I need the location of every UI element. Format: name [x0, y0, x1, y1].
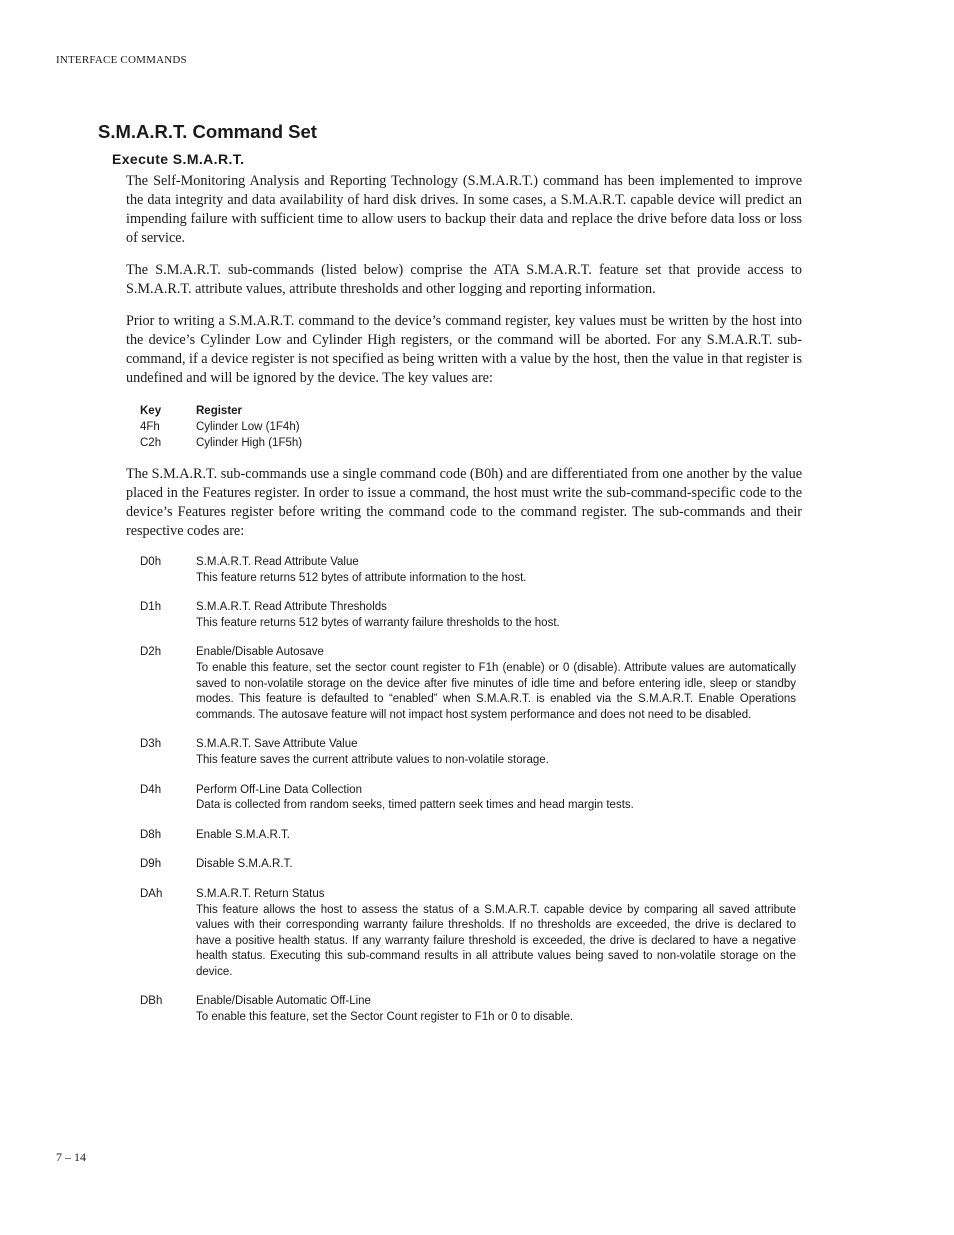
paragraph-feature-codes: The S.M.A.R.T. sub-commands use a single command code (B0h) and are differentiated from one another by the value placed in the Features register. In order to issue a command, the host must write the sub-command-specific code to the device’s Features register before writing the command code to the command register. The sub-commands and their respective codes are: [126, 466, 802, 539]
subcommand-code: D2h [140, 646, 162, 659]
list-item [140, 857, 802, 873]
list-item [140, 737, 802, 768]
subcommand-name: S.M.A.R.T. Read Attribute Thresholds [196, 601, 387, 614]
subcommand-code: D9h [140, 858, 162, 871]
subcommand-name: Enable S.M.A.R.T. [196, 828, 290, 841]
table-header-row [140, 403, 802, 419]
column-header-key: Key [140, 405, 162, 417]
subcommand-description: This feature returns 512 bytes of warranty failure thresholds to the host. [196, 616, 560, 629]
subcommand-description: To enable this feature, set the sector count register to F1h (enable) or 0 (disable). Attribute values are automatically saved to non-volatile storage on the device after five minutes of idle time and before entering idle, sleep or standby modes. This feature is defaulted to “enabled” when S.M.A.R.T. is enabled via the S.M.A.R.T. Enable Operations commands. The autosave feature will not impact host system performance and does not need to be disabled. [196, 661, 796, 721]
paragraph-subcommands: The S.M.A.R.T. sub-commands (listed below) comprise the ATA S.M.A.R.T. feature set that provide access to S.M.A.R.T. attribute values, attribute thresholds and other logging and reporting information. [126, 262, 802, 297]
running-head: INTERFACE COMMANDS [56, 54, 187, 66]
subcommand-name: S.M.A.R.T. Save Attribute Value [196, 738, 358, 751]
list-item [140, 887, 802, 981]
register-cell: Cylinder High (1F5h) [196, 437, 303, 449]
subcommand-description: Data is collected from random seeks, timed pattern seek times and head margin tests. [196, 799, 634, 812]
subcommand-name: Disable S.M.A.R.T. [196, 858, 293, 871]
list-item [140, 828, 802, 844]
subcommand-code: D4h [140, 783, 162, 796]
subcommand-code: DBh [140, 995, 163, 1008]
list-item [140, 645, 802, 723]
list-item [140, 783, 802, 814]
subcommand-name: S.M.A.R.T. Read Attribute Value [196, 556, 359, 568]
table-row [140, 419, 802, 435]
subcommand-description: This feature returns 512 bytes of attribute information to the host. [196, 571, 527, 584]
list-item [140, 600, 802, 631]
subcommand-code: D0h [140, 556, 162, 568]
subcommand-code: DAh [140, 887, 163, 900]
column-header-register: Register [196, 405, 243, 417]
list-item [140, 555, 802, 586]
subcommand-name: Enable/Disable Autosave [196, 646, 324, 659]
key-register-table [140, 403, 802, 451]
subcommand-code: D8h [140, 828, 162, 841]
subcommand-code: D1h [140, 601, 162, 614]
body-column [126, 172, 802, 1040]
list-item [140, 994, 802, 1025]
subcommand-description: To enable this feature, set the Sector Count register to F1h or 0 to disable. [196, 1011, 574, 1024]
key-cell: C2h [140, 437, 162, 449]
subsection-title: Execute S.M.A.R.T. [112, 151, 245, 167]
subcommand-description: This feature allows the host to assess the status of a S.M.A.R.T. capable device by comparing all saved attribute values with their corresponding warranty failure thresholds. If no thresholds are exceeded, the drive is declared to have a positive health status. If any warranty failure threshold is exceeded, the drive is declared to have a negative health status. Executing this sub-command results in all attribute values being saved to non-volatile storage on the device. [196, 903, 796, 978]
subcommand-list [140, 555, 802, 1026]
paragraph-intro: The Self-Monitoring Analysis and Reporting Technology (S.M.A.R.T.) command has been implemented to improve the data integrity and data availability of hard disk drives. In some cases, a S.M.A.R.T. capable device will predict an impending failure with sufficient time to allow users to backup their data and replace the drive before data loss or loss of service. [126, 173, 802, 246]
key-cell: 4Fh [140, 421, 160, 433]
section-title: S.M.A.R.T. Command Set [98, 121, 317, 142]
paragraph-key-values: Prior to writing a S.M.A.R.T. command to the device’s command register, key values must be written by the host into the device’s Cylinder Low and Cylinder High registers, or the command will be aborted. For any S.M.A.R.T. sub-command, if a device register is not specified as being written with a value by the host, then the value in that register is undefined and will be ignored by the device. The key values are: [126, 313, 802, 386]
subcommand-name: Enable/Disable Automatic Off-Line [196, 995, 371, 1008]
page-number: 7 – 14 [56, 1150, 86, 1164]
subcommand-name: Perform Off-Line Data Collection [196, 783, 362, 796]
register-cell: Cylinder Low (1F4h) [196, 421, 300, 433]
table-row [140, 435, 802, 451]
subcommand-code: D3h [140, 738, 162, 751]
subcommand-name: S.M.A.R.T. Return Status [196, 887, 325, 900]
subcommand-description: This feature saves the current attribute values to non-volatile storage. [196, 753, 549, 766]
